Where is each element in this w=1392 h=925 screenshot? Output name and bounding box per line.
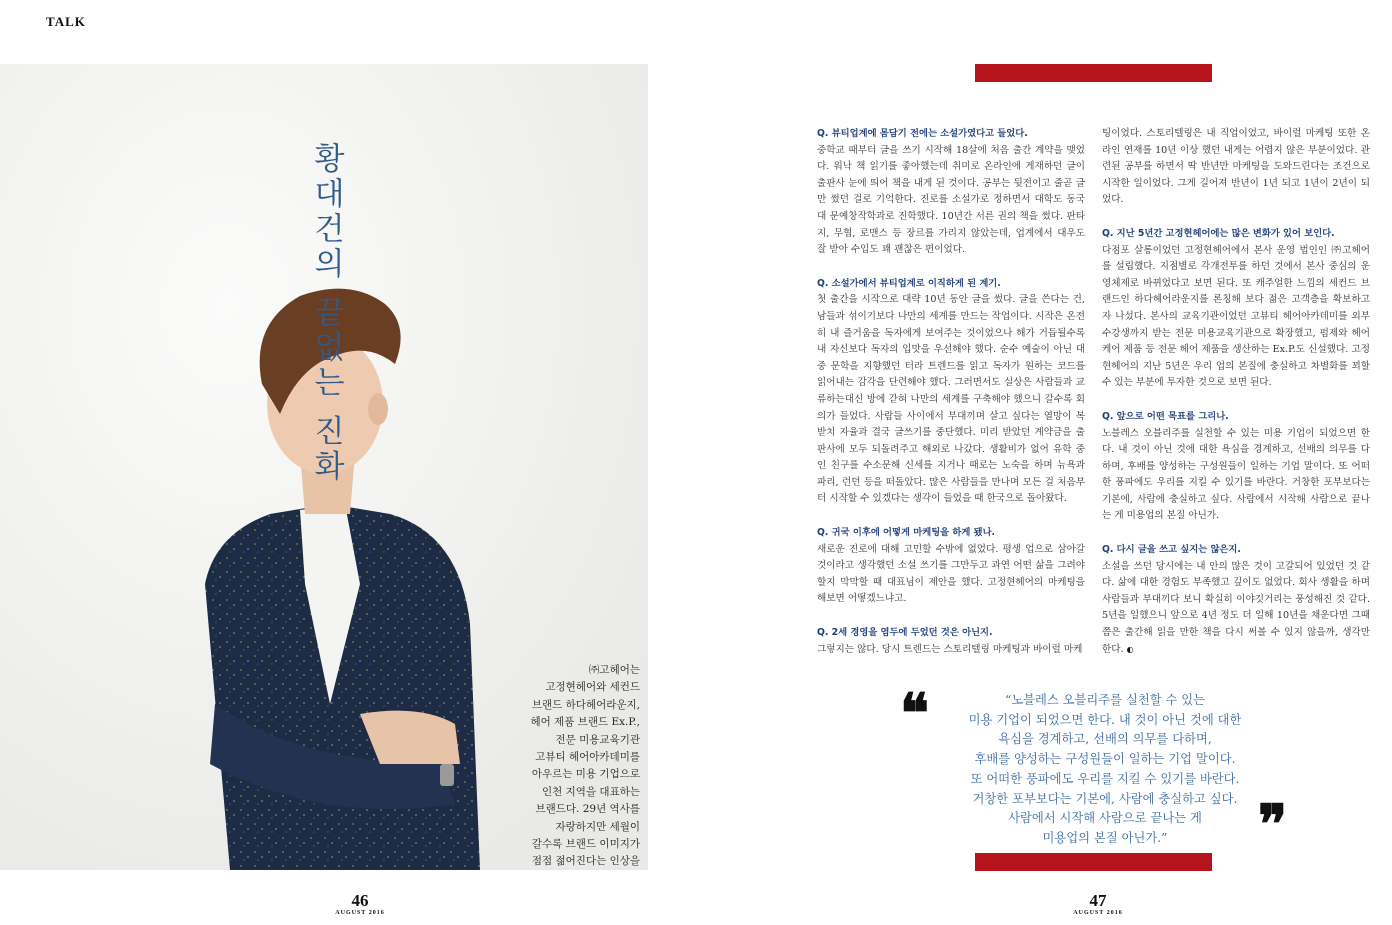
close-quote-icon: ❞ <box>1258 792 1288 856</box>
vertical-title: 황대건의 끝없는 진화 <box>308 142 344 485</box>
answer-4-continued: 팅이었다. 스토리텔링은 내 직업이었고, 바이럴 마케팅 또한 온라인 연재를 10년 이상 했던 내게는 어렵지 않은 부분이었다. 관련된 공부를 하면서 딱 반년만 마케팅을 도와드린다는 조건으로 시작한 일이었다. 그게 길어져 반년이 1년 되고 1년이 2년이 되었다. <box>1102 128 1370 206</box>
page-number-left <box>330 892 390 916</box>
answer-1: 중학교 때부터 글을 쓰기 시작해 18살에 처음 출간 계약을 맺었다. 워낙 책 읽기를 좋아했는데 취미로 온라인에 게재하던 글이 출판사 눈에 띄어 책을 내게 된 것이다. 공부는 뒷전이고 줄곧 글만 썼던 걸로 기억한다. 진로를 소설가로 정하면서 대학도 동국대 문예창작학과로 진학했다. 10년간 서른 권의 책을 썼다. 판타지, 무협, 로맨스 등 장르를 가리지 않았는데, 업계에서 대우도 잘 받아 수입도 꽤 괜찮은 편이었다. <box>817 144 1085 256</box>
page-number: 46 <box>351 891 369 910</box>
top-accent-bar <box>975 64 1212 82</box>
article-column-1 <box>817 126 1085 658</box>
open-quote-icon: ❝ <box>900 681 930 745</box>
issue-date: AUGUST 2016 <box>1073 910 1123 916</box>
answer-5: 다점포 살롱이었던 고정현헤어에서 본사 운영 법인인 ㈜고헤어를 설립했다. 지점별로 각개전투를 하던 것에서 본사 중심의 운영체제로 바뀌었다고 보면 된다. 또 캐주얼한 느낌의 세컨드 브랜드인 하다헤어라운지를 론칭해 보다 젊은 고객층을 확보하고자 나섰다. 본사의 교육기관이었던 고뷰티 헤어아카데미를 외부 수강생까지 받는 전문 미용교육기관으로 확장했고, 펌제와 헤어케어 제품 등 전문 헤어 제품을 생산하는 Ex.P.도 신설했다. 고정현헤어의 지난 5년은 우리 업의 본질에 충실하고 차별화를 꾀할 수 있는 부분에 투자한 것으로 보면 된다. <box>1102 244 1370 389</box>
portrait-photo <box>0 64 648 870</box>
answer-4: 그렇지는 않다. 당시 트렌드는 스토리텔링 마케팅과 바이럴 마케 <box>817 643 1083 655</box>
article-column-2 <box>1102 126 1370 658</box>
question-5: Q. 지난 5년간 고정현헤어에는 많은 변화가 있어 보인다. <box>1102 227 1335 239</box>
question-7: Q. 다시 글을 쓰고 싶지는 않은지. <box>1102 544 1241 556</box>
question-4: Q. 2세 경영을 염두에 두었던 것은 아닌지. <box>817 627 993 639</box>
answer-2: 첫 출간을 시작으로 대략 10년 동안 글을 썼다. 글을 쓴다는 건, 남들과 섞이기보다 나만의 세계를 만드는 작업이다. 시작은 온전히 내 즐거움을 독자에게 보여주는 것이었으나 해가 거듭될수록 내 자신보다 독자의 입맛을 우선해야 했다. 순수 예술이 아닌 대중 문학을 지향했던 터라 트렌드를 읽고 독자가 원하는 코드를 읽어내는 감각을 단련해야 했다. 그러면서도 실상은 사람들과 교류하는대신 방에 갇혀 나만의 세계를 구축해야 했으니 갈수록 회의가 들었다. 사람들 사이에서 부대끼며 살고 싶다는 열망이 복받치 자율과 결국 글쓰기를 중단했다. 미리 받았던 계약금을 출판사에 모두 되돌려주고 해외로 나갔다. 생활비가 없어 유학 중인 친구를 수소문해 신세를 지거나 때로는 노숙을 하며 뉴욕과 파리, 런던 등을 떠돌았다. 많은 사람들을 만나며 모든 걸 처음부터 시작할 수 있겠다는 생각이 들었을 때 한국으로 돌아왔다. <box>817 294 1085 505</box>
issue-date: AUGUST 2016 <box>335 910 385 916</box>
section-tag: TALK <box>46 14 86 29</box>
page-number: 47 <box>1089 891 1107 910</box>
answer-6: 노블레스 오블리주를 실천할 수 있는 미용 기업이 되었으면 한다. 내 것이 아닌 것에 대한 욕심을 경계하고, 선배의 의무를 다하며, 후배를 양성하는 구성원들이 일하는 기업 말이다. 또 어떠한 풍파에도 우리를 지킬 수 있기를 바란다. 거창한 포부보다는 기본에, 사람에 충실하고 싶다. 사람에서 시작해 사람으로 끝나는 게 미용업의 본질 아닌가. <box>1102 427 1370 522</box>
intro-text: ㈜고헤어는 고정현헤어와 세컨드 브랜드 하다헤어라운지, 헤어 제품 브랜드 Ex.P., 전문 미용교육기관 고뷰티 헤어아카데미를 아우르는 미용 기업으로 인천 지역을 대표하는 브랜드다. 29년 역사를 자랑하지만 세월이 갈수록 브랜드 이미지가 점점 젊어진다는 인상을 <box>530 664 640 868</box>
end-mark-icon: ◐ <box>1126 644 1134 654</box>
answer-3: 새로운 진로에 대해 고민할 수밖에 없었다. 평생 업으로 삼아갈 것이라고 생각했던 소설 쓰기를 그만두고 과연 어떤 삶을 그려야 할지 막막할 때 대표님이 제안을 했다. 고정현헤어의 마케팅을 해보면 어떻겠느냐고. <box>817 543 1085 605</box>
pull-quote: “노블레스 오블리주를 실천할 수 있는 미용 기업이 되었으면 한다. 내 것이 아닌 것에 대한 욕심을 경계하고, 선배의 의무를 다하며, 후배를 양성하는 구성원들이 일하는 기업 말이다. 또 어떠한 풍파에도 우리를 지킬 수 있기를 바란다. 거창한 포부보다는 기본에, 사람에 충실하고 싶다. 사람에서 시작해 사람으로 끝나는 게 미용업의 본질 아닌가.” <box>968 693 1242 845</box>
question-6: Q. 앞으로 어떤 목표를 그리나. <box>1102 410 1229 422</box>
question-2: Q. 소설가에서 뷰티업계로 이직하게 된 계기. <box>817 277 1001 289</box>
page-number-right <box>1068 892 1128 916</box>
question-3: Q. 귀국 이후에 어떻게 마케팅을 하게 됐나. <box>817 527 996 539</box>
bottom-accent-bar <box>975 853 1212 871</box>
answer-7: 소설을 쓰던 당시에는 내 안의 많은 것이 고갈되어 있었던 것 같다. 삶에 대한 경험도 부족했고 깊이도 없었다. 회사 생활을 하며 사람들과 부대끼다 보니 확실히 이야깃거리는 풍성해진 것 같다. 5년을 일했으니 앞으로 4년 정도 더 일해 10년을 채운다면 그때쯤은 출간해 읽을 만한 책을 다시 써볼 수 있지 않을까, 생각만 한다. ◐ <box>1102 560 1370 655</box>
question-1: Q. 뷰티업계에 몸담기 전에는 소설가였다고 들었다. <box>817 128 1028 139</box>
